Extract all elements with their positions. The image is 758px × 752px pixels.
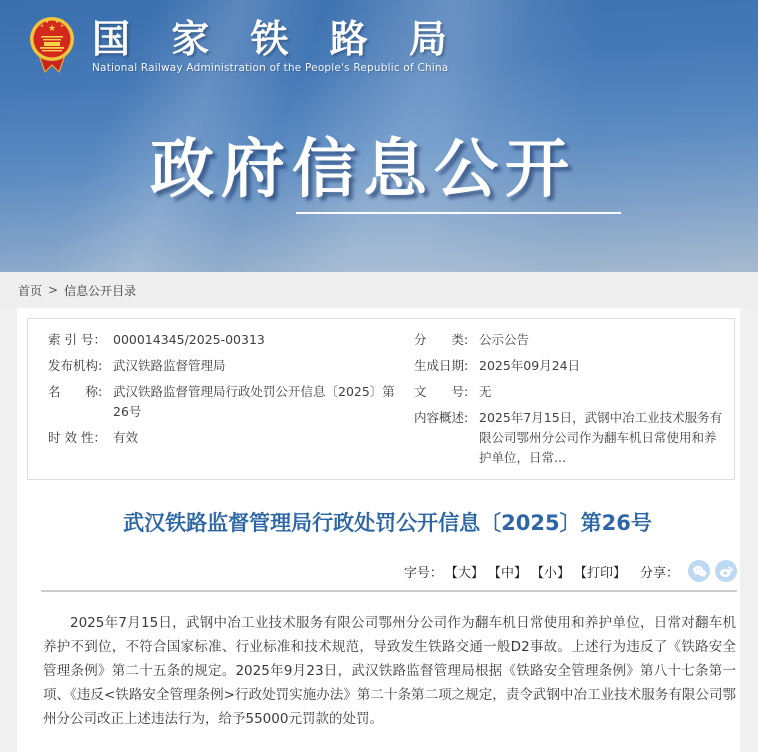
meta-value: 有效 bbox=[113, 430, 139, 445]
metadata-left-column bbox=[48, 327, 396, 471]
meta-row-issuing-agency bbox=[48, 353, 396, 379]
meta-label: 时 效 性： bbox=[48, 430, 106, 445]
content-divider bbox=[41, 590, 737, 592]
meta-label: 文 号: bbox=[414, 384, 469, 399]
article-toolbar bbox=[17, 560, 737, 582]
font-size-small-button[interactable]: 【小】 bbox=[530, 565, 570, 581]
breadcrumb-home-link[interactable]: 首页 bbox=[18, 283, 43, 298]
meta-label: 发布机构: bbox=[48, 358, 103, 373]
font-size-large-button[interactable]: 【大】 bbox=[444, 565, 484, 581]
national-emblem-icon bbox=[28, 14, 76, 76]
wechat-share-icon[interactable] bbox=[688, 560, 710, 582]
weibo-share-icon[interactable] bbox=[715, 560, 737, 582]
metadata-table bbox=[27, 318, 735, 480]
print-button[interactable]: 【打印】 bbox=[573, 565, 626, 581]
meta-row-title bbox=[48, 379, 396, 425]
site-name-english: National Railway Administration of the People's Republic of China bbox=[92, 62, 449, 74]
breadcrumb bbox=[0, 272, 758, 308]
svg-text:★: ★ bbox=[47, 24, 57, 34]
meta-value: 2025年7月15日，武钢中冶工业技术服务有限公司鄂州分公司作为翻车机日常使用和养护单位，日常... bbox=[479, 410, 723, 465]
font-size-medium-button[interactable]: 【中】 bbox=[487, 565, 527, 581]
meta-row-date bbox=[414, 353, 728, 379]
metadata-right-column bbox=[414, 327, 728, 471]
meta-value: 武汉铁路监督管理局 bbox=[113, 358, 226, 373]
svg-text:★: ★ bbox=[44, 20, 50, 25]
meta-label: 名 称: bbox=[48, 384, 103, 399]
meta-row-index-number bbox=[48, 327, 396, 353]
content-card bbox=[17, 308, 740, 752]
banner bbox=[0, 0, 758, 272]
meta-row-summary bbox=[414, 405, 728, 471]
site-header bbox=[28, 14, 461, 76]
meta-value: 武汉铁路监督管理局行政处罚公开信息〔2025〕第26号 bbox=[113, 384, 395, 419]
share-label: 分享： bbox=[639, 565, 679, 581]
site-titles bbox=[92, 14, 461, 74]
breadcrumb-current[interactable]: 信息公开目录 bbox=[64, 283, 137, 298]
banner-title: 政府信息公开 bbox=[150, 133, 576, 207]
site-name: 国 家 铁 路 局 bbox=[92, 17, 461, 61]
meta-row-doc-number bbox=[414, 379, 728, 405]
breadcrumb-separator: > bbox=[48, 283, 59, 297]
meta-value: 公示公告 bbox=[479, 332, 530, 347]
page-title: 武汉铁路监督管理局行政处罚公开信息〔2025〕第26号 bbox=[123, 511, 652, 535]
banner-underline bbox=[296, 212, 621, 214]
meta-row-category bbox=[414, 327, 728, 353]
meta-row-validity bbox=[48, 425, 396, 451]
meta-label: 分 类: bbox=[414, 332, 469, 347]
meta-label: 索 引 号： bbox=[48, 332, 106, 347]
article-body: 2025年7月15日，武钢中冶工业技术服务有限公司鄂州分公司作为翻车机日常使用和养护单位，日常对翻车机养护不到位，不符合国家标准、行业标准和技术规范，导致发生铁路交通一般D2事故。上述行为违反了《铁路安全管理条例》第二十五条的规定。2025年9月23日，武汉铁路监督管理局根据《铁路安全管理条例》第八十七条第一项、《违反<铁路安全管理条例>行政处罚实施办法》第二十条第二项之规定，责令武钢中冶工业技术服务有限公司鄂州分公司改正上述违法行为，给予55000元罚款的处罚。 bbox=[43, 615, 736, 727]
meta-label: 内容概述: bbox=[414, 410, 469, 425]
svg-text:★: ★ bbox=[59, 24, 65, 29]
font-size-label: 字号： bbox=[403, 565, 443, 581]
meta-value: 无 bbox=[479, 384, 492, 399]
svg-text:★: ★ bbox=[54, 20, 60, 25]
meta-label: 生成日期: bbox=[414, 358, 469, 373]
meta-value: 000014345/2025-00313 bbox=[113, 332, 265, 347]
meta-value: 2025年09月24日 bbox=[479, 358, 581, 373]
svg-text:★: ★ bbox=[39, 24, 45, 29]
